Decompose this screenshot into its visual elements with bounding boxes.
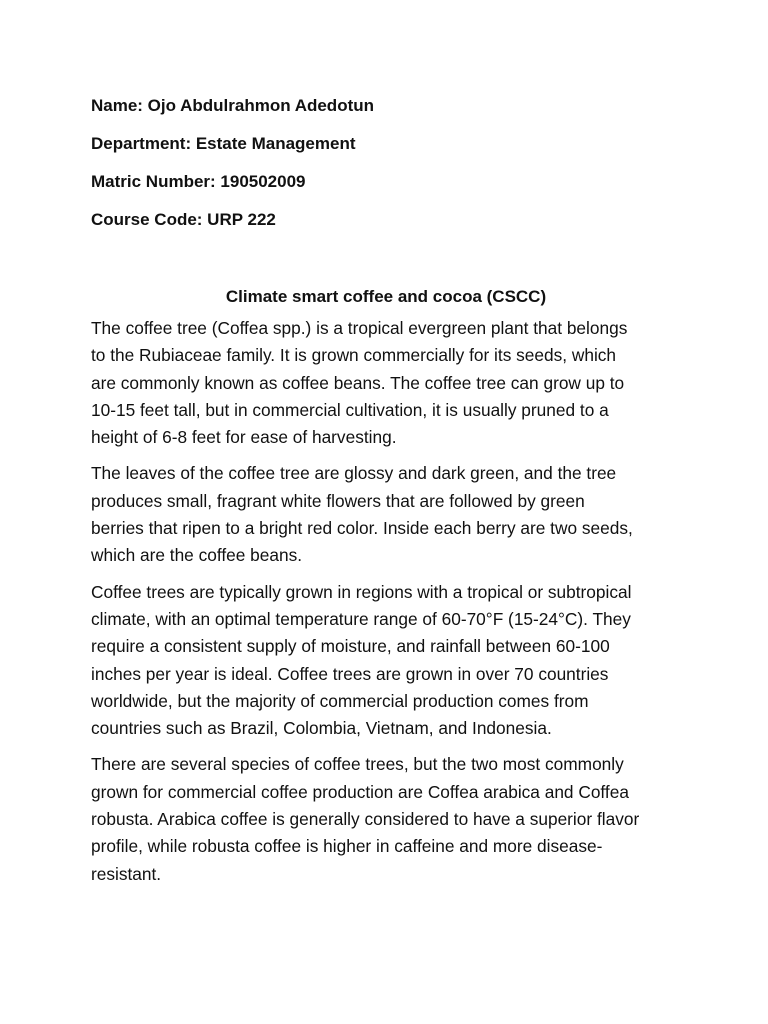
paragraph-line: The leaves of the coffee tree are glossy and dark green, and the tree [91,463,617,484]
paragraph-line: resistant. [91,863,162,884]
paragraph-line: 10-15 feet tall, but in commercial cultivation, it is usually pruned to a [91,399,609,420]
paragraph-line: There are several species of coffee trees, but the two most commonly [91,754,624,775]
document-title: Climate smart coffee and cocoa (CSCC) [225,287,547,306]
paragraph-line: berries that ripen to a bright red color. Inside each berry are two seeds, [91,518,633,539]
paragraph-line: which are the coffee beans. [91,545,303,566]
paragraph-line: robusta. Arabica coffee is generally considered to have a superior flavor [91,809,640,830]
matric-number: Matric Number: 190502009 [91,172,306,191]
paragraph-line: inches per year is ideal. Coffee trees are grown in over 70 countries [91,663,609,684]
paragraph-line: Coffee trees are typically grown in regions with a tropical or subtropical [91,581,632,602]
paragraph-line: height of 6-8 feet for ease of harvesting. [91,427,397,448]
paragraph-line: to the Rubiaceae family. It is grown commercially for its seeds, which [91,345,617,366]
paragraph-1 [91,315,681,451]
paragraph-line: profile, while robusta coffee is higher in caffeine and more disease- [91,836,603,857]
paragraph-line: The coffee tree (Coffea spp.) is a tropical evergreen plant that belongs [91,318,628,338]
paragraph-line: countries such as Brazil, Colombia, Vietnam, and Indonesia. [91,718,552,739]
paragraph-3 [91,579,681,743]
paragraph-line: grown for commercial coffee production are Coffea arabica and Coffea [91,781,629,802]
paragraph-line: climate, with an optimal temperature range of 60-70°F (15-24°C). They [91,608,631,629]
paragraph-line: produces small, fragrant white flowers that are followed by green [91,490,585,511]
paragraph-4 [91,751,681,887]
document-body [91,93,681,897]
paragraph-line: are commonly known as coffee beans. The coffee tree can grow up to [91,372,625,393]
department: Department: Estate Management [91,134,356,153]
paragraph-line: worldwide, but the majority of commercial production comes from [91,690,589,711]
paragraph-line: require a consistent supply of moisture, and rainfall between 60-100 [91,636,610,657]
student-name: Name: Ojo Abdulrahmon Adedotun [91,96,375,115]
paragraph-2 [91,460,681,569]
course-code: Course Code: URP 222 [91,210,276,229]
